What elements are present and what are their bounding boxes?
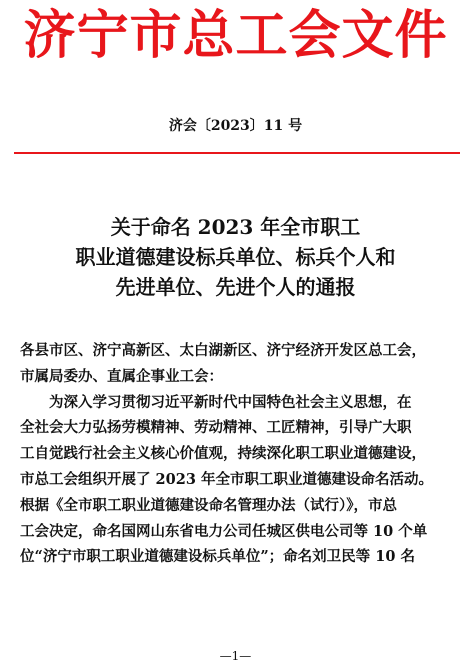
title-line-1: 关于命名 2023 年全市职工 <box>110 215 361 239</box>
addressee-line-2: 市属局委办、直属企事业工会： <box>20 367 223 385</box>
body-text <box>20 338 454 570</box>
body-line-2: 全社会大力弘扬劳模精神、劳动精神、工匠精神，引导广大职 <box>20 419 412 437</box>
body-line-5: 根据《全市职工职业道德建设命名管理办法（试行）》，市总 <box>20 496 397 514</box>
body-line-7: 位“济宁市职工职业道德建设标兵单位”；命名刘卫民等 10 名 <box>20 548 415 566</box>
notice-title <box>0 212 471 302</box>
page-number: —1— <box>219 649 252 663</box>
red-divider-line <box>14 152 460 154</box>
body-line-3: 工自觉践行社会主义核心价值观，持续深化职工职业道德建设， <box>20 445 426 463</box>
body-line-4: 市总工会组织开展了 2023 年全市职工职业道德建设命名活动。 <box>20 470 433 488</box>
body-line-1: 为深入学习贯彻习近平新时代中国特色社会主义思想，在 <box>49 393 412 411</box>
body-line-6: 工会决定，命名国网山东省电力公司任城区供电公司等 10 个单 <box>20 522 428 540</box>
title-line-3: 先进单位、先进个人的通报 <box>115 275 356 299</box>
title-line-2: 职业道德建设标兵单位、标兵个人和 <box>75 245 396 269</box>
masthead-title: 济宁市总工会文件 <box>23 6 448 66</box>
addressee-line-1: 各县市区、济宁高新区、太白湖新区、济宁经济开发区总工会， <box>20 342 426 359</box>
document-number: 济会〔2023〕11 号 <box>168 118 303 134</box>
